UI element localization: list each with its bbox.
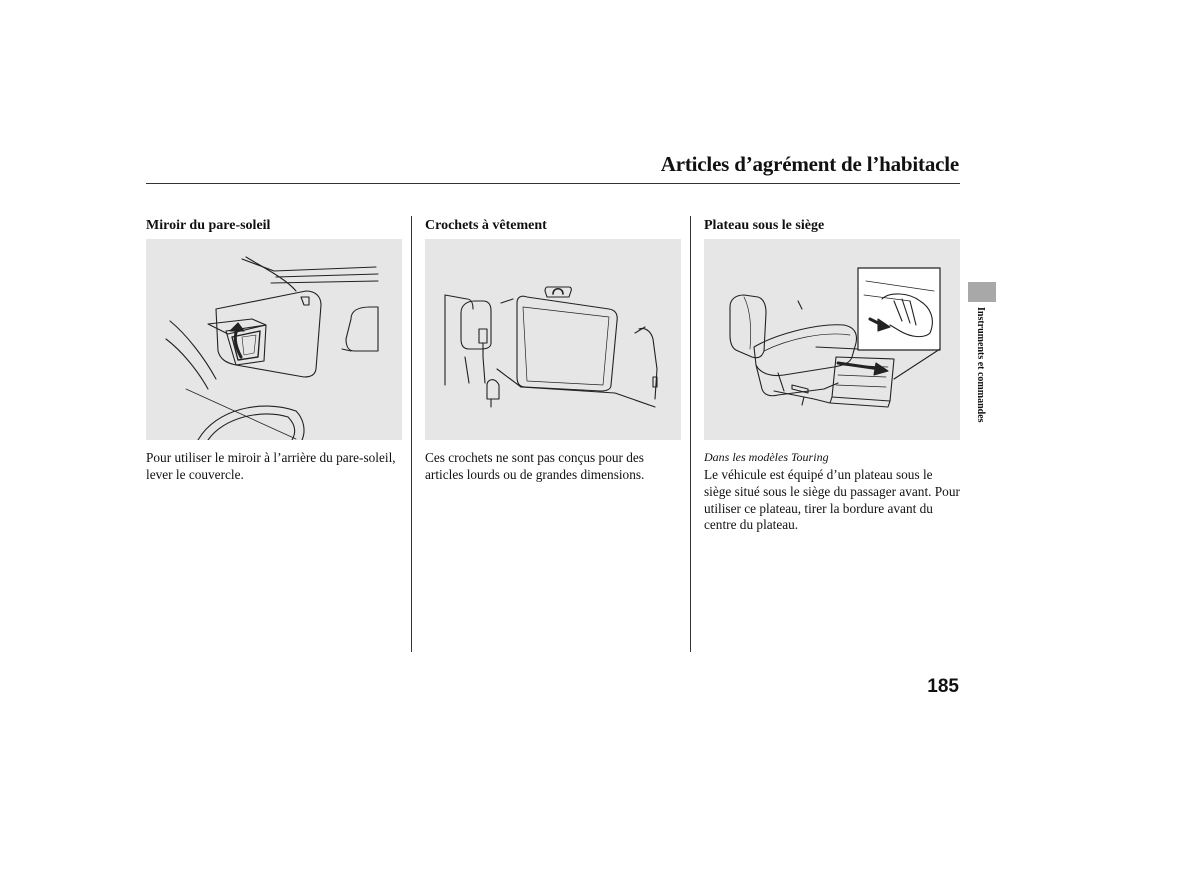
column-divider <box>411 216 412 652</box>
under-seat-tray-illustration <box>704 239 960 440</box>
sun-visor-mirror-illustration <box>146 239 402 440</box>
section-coat-hooks <box>425 217 683 484</box>
chapter-tab-marker <box>968 282 996 302</box>
page-title: Articles d’agrément de l’habitacle <box>660 152 959 176</box>
page-number: 185 <box>927 676 959 697</box>
section-body-text: Pour utiliser le miroir à l’arrière du pare-soleil, lever le couvercle. <box>146 450 396 482</box>
chapter-tab-label: Instruments et commandes <box>975 307 986 423</box>
section-under-seat-tray <box>704 217 962 534</box>
section-heading: Plateau sous le siège <box>704 218 825 233</box>
model-caption: Dans les modèles Touring <box>704 450 829 464</box>
column-divider <box>690 216 691 652</box>
section-heading: Crochets à vêtement <box>425 218 547 233</box>
section-body-text: Le véhicule est équipé d’un plateau sous le siège situé sous le siège du passager avant. Pour utiliser ce plateau, tirer la bordure avant du centre du plateau. <box>704 467 960 533</box>
section-sun-visor-mirror <box>146 217 404 484</box>
coat-hook-illustration <box>425 239 681 440</box>
title-rule <box>146 183 960 184</box>
section-body-text: Ces crochets ne sont pas conçus pour des articles lourds ou de grandes dimensions. <box>425 450 645 482</box>
section-heading: Miroir du pare-soleil <box>146 218 271 233</box>
